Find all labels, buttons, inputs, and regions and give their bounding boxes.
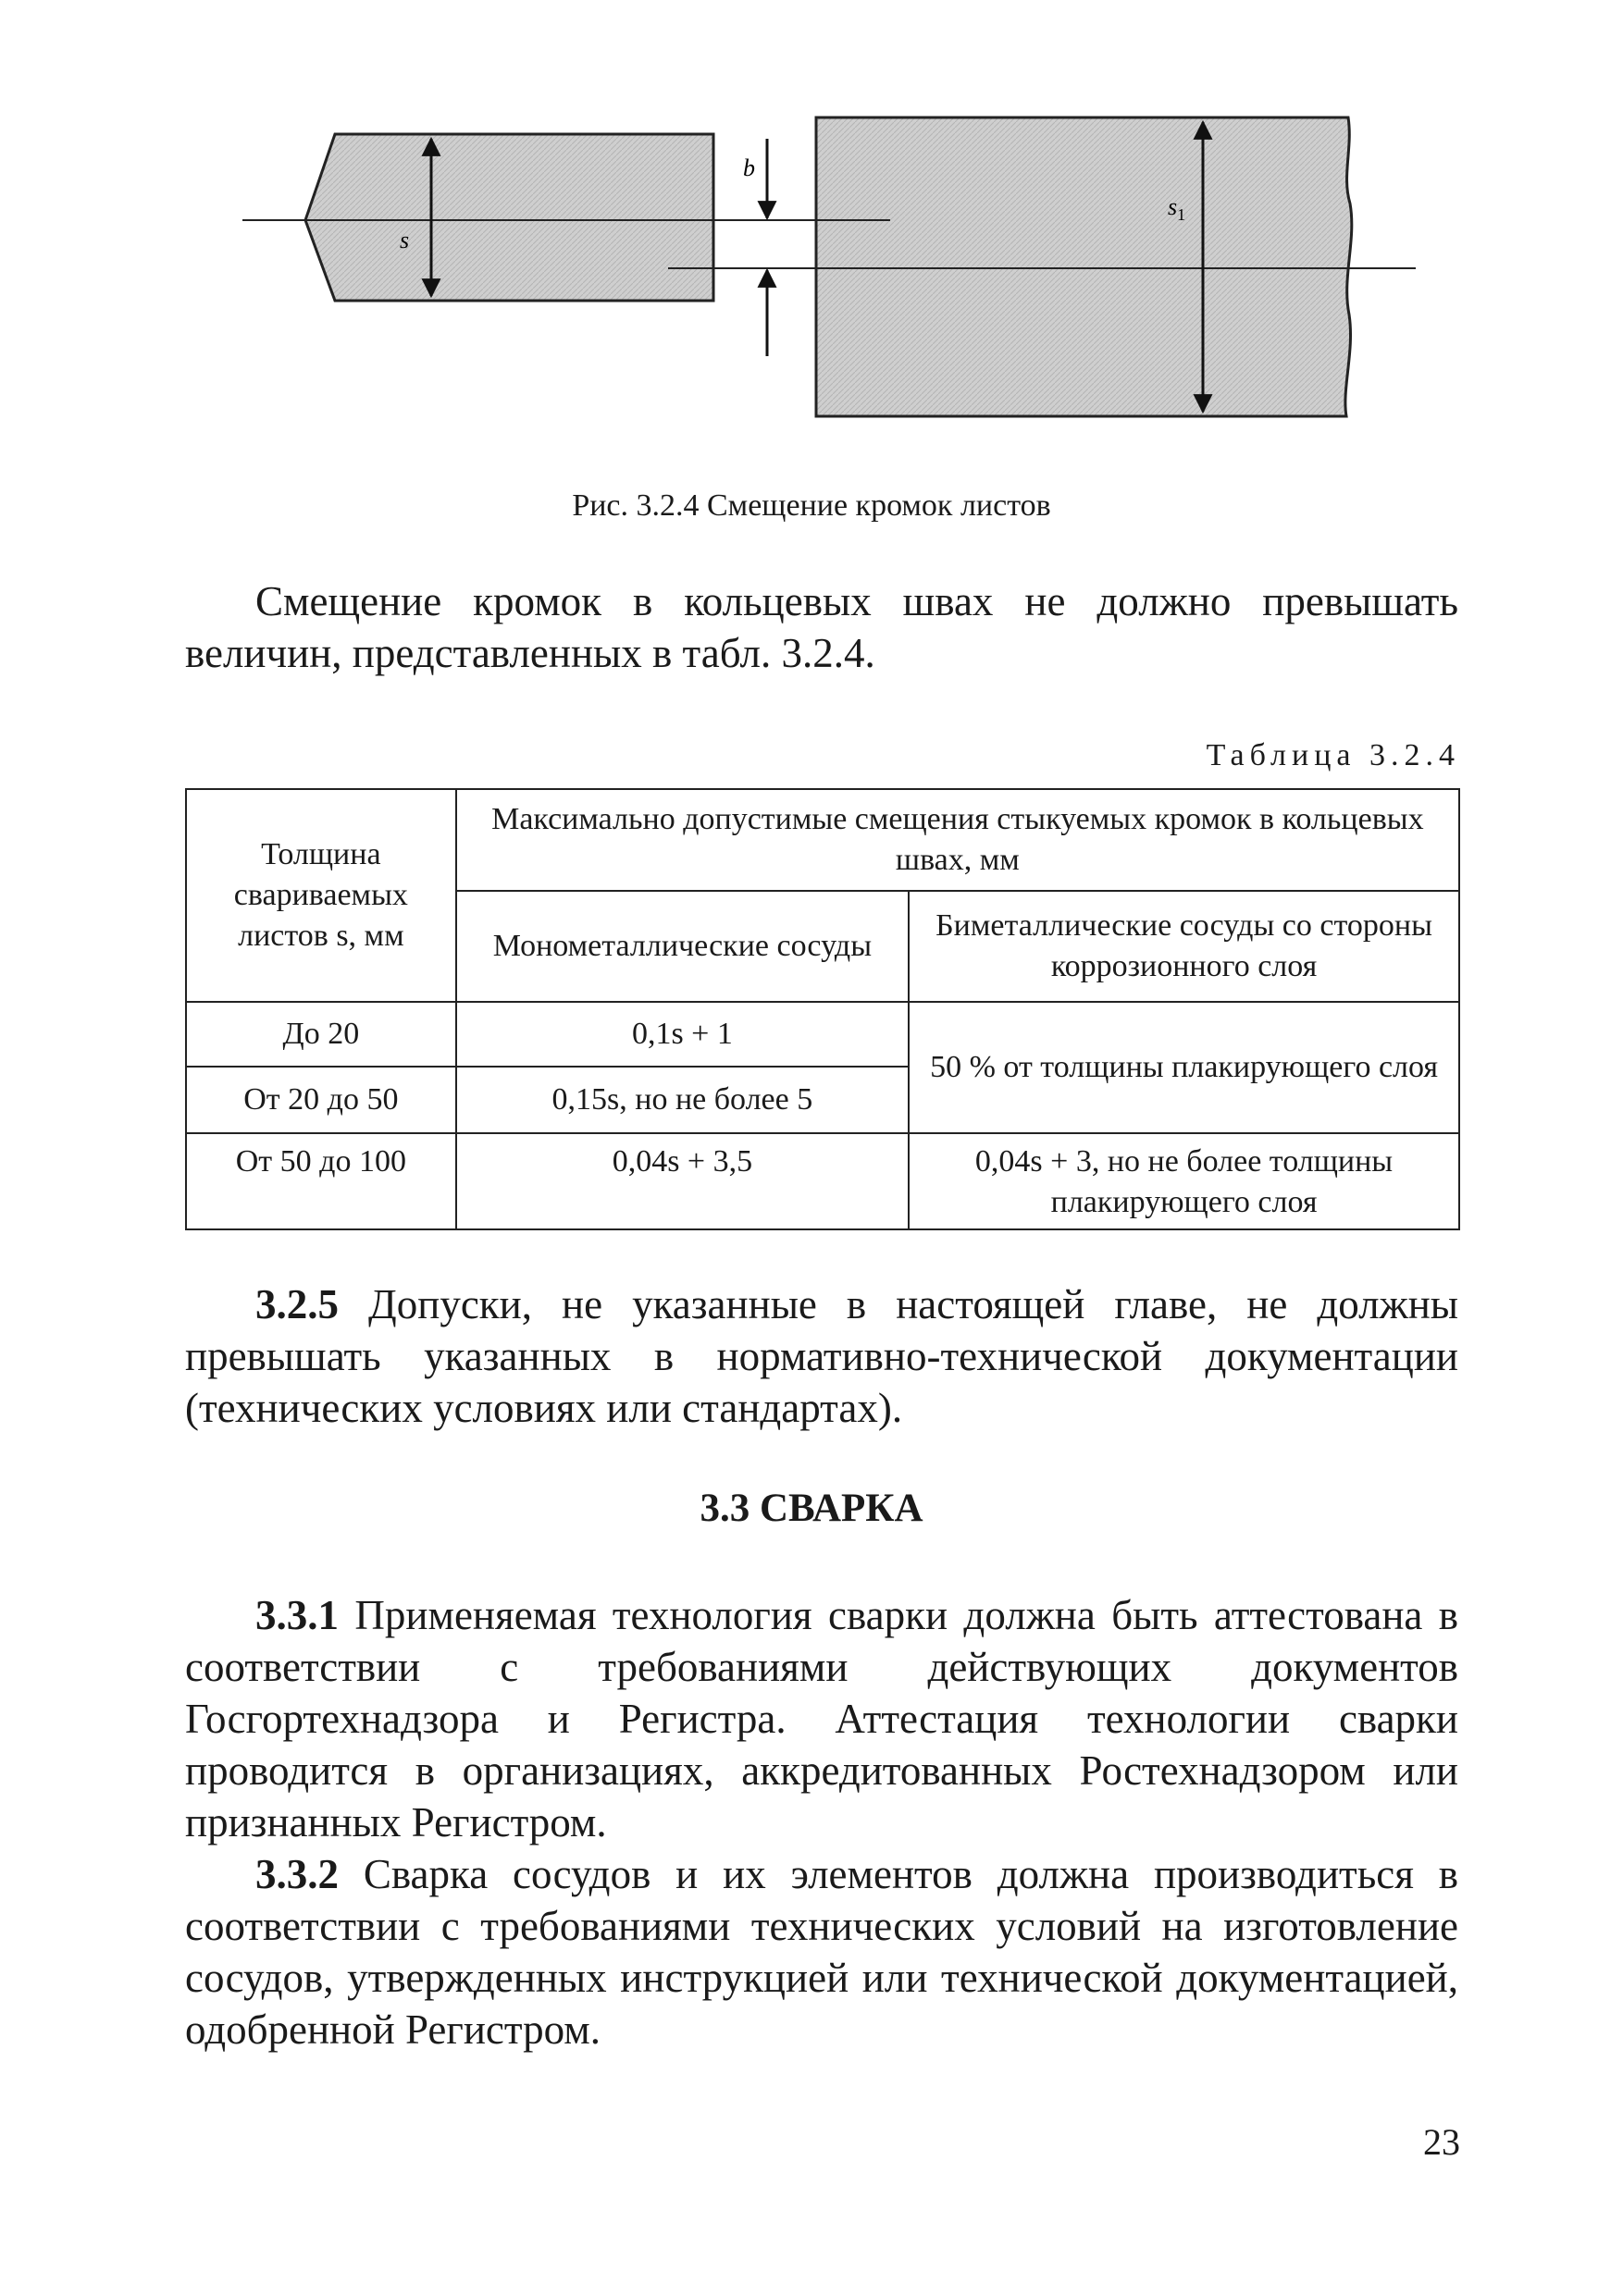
clause-3-3-1 bbox=[185, 1589, 1458, 1848]
page-number: 23 bbox=[1423, 2121, 1460, 2163]
row-3-bimetal: 0,04s + 3, но не более толщины плакирующего слоя bbox=[909, 1133, 1459, 1229]
clause-3-3-1-label: 3.3.1 bbox=[255, 1592, 339, 1638]
edge-offset-figure bbox=[0, 0, 1623, 481]
offset-table bbox=[185, 788, 1460, 1230]
bimetal-merged-cell: 50 % от толщины плакирующего слоя bbox=[909, 1002, 1459, 1133]
row-3-thickness: От 50 до 100 bbox=[186, 1133, 456, 1229]
row-3-mono: 0,04s + 3,5 bbox=[456, 1133, 909, 1229]
table-title: Таблица 3.2.4 bbox=[1206, 738, 1460, 772]
clause-3-3-2-text: Сварка сосудов и их элементов должна производиться в соответствии с требованиями технических условий на изготовление сосудов, утвержденных инструкцией или технической документацией, одобренной Регистром. bbox=[185, 1851, 1459, 2053]
row-2-mono: 0,15s, но не более 5 bbox=[456, 1067, 909, 1133]
section-heading: 3.3 СВАРКА bbox=[700, 1487, 923, 1530]
clause-3-3-1-text: Применяемая технология сварки должна быть аттестована в соответствии с требованиями действующих документов Госгортехнадзора и Регистра. Аттестация технологии сварки проводится в организациях, аккредитованных Ростехнадзором или признанных Регистром. bbox=[185, 1592, 1459, 1845]
row-1-thickness: До 20 bbox=[186, 1002, 456, 1067]
figure-caption: Рис. 3.2.4 Смещение кромок листов bbox=[572, 488, 1051, 523]
left-plate bbox=[305, 134, 713, 301]
clause-3-3-2-label: 3.3.2 bbox=[255, 1851, 339, 1897]
label-s1: $s_1$ bbox=[1168, 193, 1186, 224]
clause-3-2-5 bbox=[185, 1278, 1458, 1434]
header-mono: Монометаллические сосуды bbox=[456, 891, 909, 1002]
label-b: b bbox=[743, 154, 755, 181]
clause-3-3-2 bbox=[185, 1848, 1458, 2055]
right-plate bbox=[816, 117, 1352, 416]
row-1-mono: 0,1s + 1 bbox=[456, 1002, 909, 1067]
clause-3-2-5-label: 3.2.5 bbox=[255, 1281, 339, 1327]
header-bimetal: Биметаллические сосуды со стороны коррозионного слоя bbox=[909, 891, 1459, 1002]
row-2-thickness: От 20 до 50 bbox=[186, 1067, 456, 1133]
intro-paragraph: Смещение кромок в кольцевых швах не должно превышать величин, представленных в табл. 3.2.4. bbox=[185, 578, 1458, 676]
clause-3-2-5-text: Допуски, не указанные в настоящей главе, не должны превышать указанных в нормативно-технической документации (технических условиях или стандартах). bbox=[185, 1281, 1459, 1431]
label-s: s bbox=[400, 227, 410, 253]
header-max-offset: Максимально допустимые смещения стыкуемых кромок в кольцевых швах, мм bbox=[456, 789, 1459, 891]
header-thickness: Толщина свариваемых листов s, мм bbox=[186, 789, 456, 1002]
